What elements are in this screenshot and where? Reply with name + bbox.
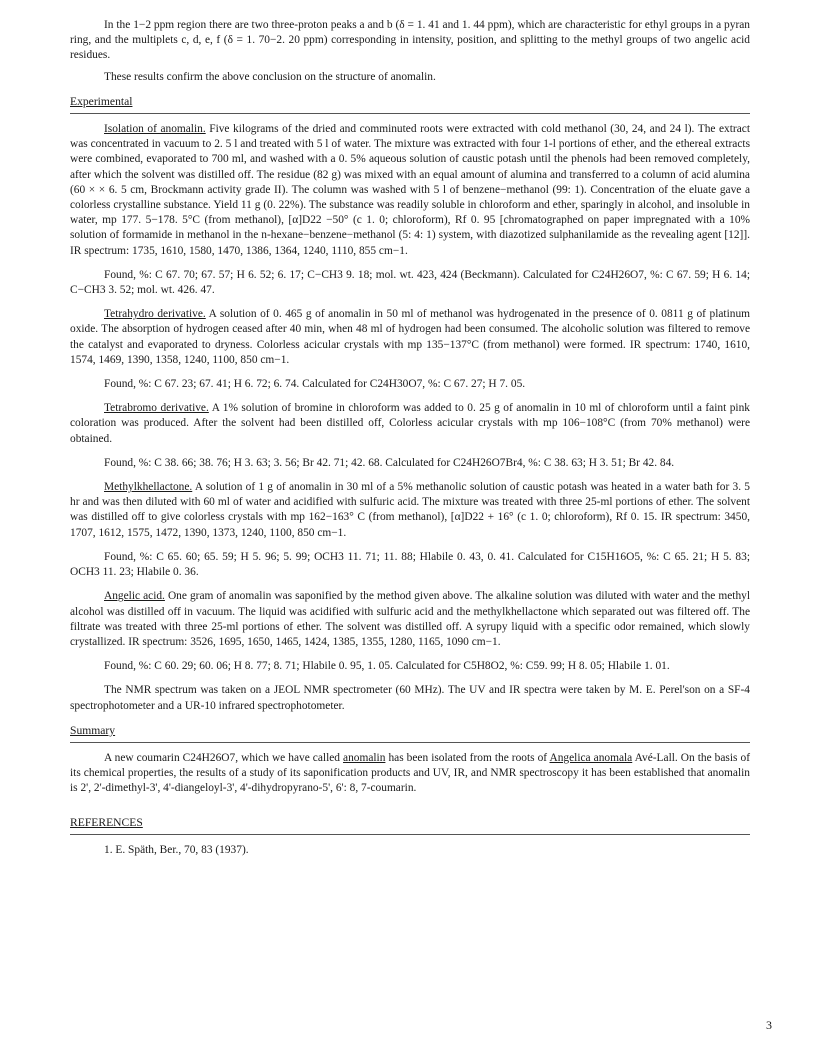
reference-item: 1. E. Späth, Ber., 70, 83 (1937). (104, 843, 249, 856)
references-heading: REFERENCES (70, 815, 143, 829)
isolation-paragraph (70, 122, 750, 259)
isolation-text: Five kilograms of the dried and comminuted roots were extracted with cold methanol (30, 24, and 24 l). The extract was concentrated in vacuum to 2. 5 l and treated with 5 l of water. The mixture was extracted with four 1-l portions of ether, and the ethereal extracts were combined, evaporated to 700 ml, and washed with a 0. 5% aqueous solution of caustic potash until the phenols had been removed completely, after which the solvent was distilled off. The residue (82 g) was mixed with an equal amount of alumina and transferred to a column of acid alumina (60 × × 6. 5 cm, Brockmann activity grade II). The column was washed with 5 l of benzene−methanol (99: 1). Concentration of the eluate gave a colorless crystalline substance. Yield 11 g (0. 22%). The substance was readily soluble in chloroform and ether, sparingly in alcohol, and insoluble in water, mp 177. 5−178. 5°C (from methanol), [α]D22 −50° (c 1. 0; chloroform), Rf 0. 95 [chromatographed on paper impregnated with a 10% solution of formamide in methanol in the n-hexane−benzene−methanol (5: 4: 1) system, with diazotized sulphanilamide as the revealing agent [12]]. IR spectrum: 1735, 1610, 1580, 1470, 1386, 1364, 1240, 1110, 855 cm−1. (70, 123, 750, 257)
summary-species: Angelica anomala (549, 751, 633, 764)
angelic-text: One gram of anomalin was saponified by the method given above. The alkaline solution was diluted with water and the methyl alcohol was distilled off in vacuum. The liquid was acidified with sulfuric acid and the methylkhellactone which separated out was filtered off. The filtrate was treated with three 25-ml portions of ether. The solvent was distilled off. A syrupy liquid with a specific odor remained, which slowly crystallized. IR spectrum: 3526, 1695, 1650, 1465, 1424, 1385, 1355, 1280, 1165, 1090 cm−1. (70, 590, 750, 648)
references-list (70, 843, 750, 858)
summary-text-1: A new coumarin C24H26O7, which we have called (104, 751, 344, 764)
angelic-title: Angelic acid. (104, 590, 165, 603)
summary-text-3: has been isolated from the roots of (385, 751, 550, 764)
tetrahydro-title: Tetrahydro derivative. (104, 308, 206, 321)
tetrabromo-found: Found, %: C 38. 66; 38. 76; H 3. 63; 3. 56; Br 42. 71; 42. 68. Calculated for C24H26O7Br4, %: C 38. 63; H 3. 51; Br 42. 84. (104, 456, 675, 469)
summary-text-5: Avé-Lall. On the basis of its chemical properties, the results of a study of its saponification products and UV, IR, and NMR spectroscopy it has been established that anomalin is 2', 2'-dimethyl-3', 4'-diangeloyl-3', 4'-dihydropyrano-5', 6': 8, 7-coumarin. (70, 751, 750, 795)
section-rule (70, 742, 750, 743)
paper-page (70, 18, 750, 858)
section-rule (70, 834, 750, 835)
methylkhellactone-title: Methylkhellactone. (104, 481, 193, 494)
page-number: 3 (766, 1018, 772, 1032)
methylkhellactone-paragraph (70, 480, 750, 541)
tetrabromo-text: A 1% solution of bromine in chloroform was added to 0. 25 g of anomalin in 10 ml of chloroform until a faint pink coloration was produced. After the solvent had been distilled off, Colorless acicular crystals with mp 106−108°C (from 70% methanol) were obtained. (70, 402, 750, 445)
tetrahydro-text: A solution of 0. 465 g of anomalin in 50 ml of methanol was hydrogenated in the presence of 0. 0811 g of platinum oxide. The absorption of hydrogen ceased after 40 min, when 48 ml of hydrogen had been consumed. The alcoholic solution was filtered to remove the catalyst and evaporated to dryness. Colorless acicular crystals with mp 135−137°C (from methanol) were formed. IR spectrum: 1740, 1610, 1574, 1469, 1390, 1358, 1240, 1100, 850 cm−1. (70, 308, 750, 366)
angelic-paragraph (70, 589, 750, 650)
angelic-found: Found, %: C 60. 29; 60. 06; H 8. 77; 8. 71; Hlabile 0. 95, 1. 05. Calculated for C5H8O2, %: C59. 99; H 8. 05; Hlabile 1. 01. (104, 660, 670, 673)
summary-anomalin: anomalin (343, 751, 386, 764)
intro-paragraph-1: In the 1−2 ppm region there are two three-proton peaks a and b (δ = 1. 41 and 1. 44 ppm), which are characteristic for ethyl groups in a pyran ring, and the multiplets c, d, e, f (δ = 1. 70−2. 20 ppm) corresponding in intensity, position, and splitting to the methyl groups of two angelic acid residues. (70, 19, 750, 62)
tetrahydro-paragraph (70, 307, 750, 368)
nmr-note: The NMR spectrum was taken on a JEOL NMR spectrometer (60 MHz). The UV and IR spectra were taken by M. E. Perel'son on a SF-4 spectrophotometer and a UR-10 infrared spectrophotometer. (70, 684, 750, 712)
isolation-title: Isolation of anomalin. (104, 123, 206, 136)
tetrahydro-found: Found, %: C 67. 23; 67. 41; H 6. 72; 6. 74. Calculated for C24H30O7, %: C 67. 27; H 7. 05. (104, 378, 526, 391)
intro-paragraph-2: These results confirm the above conclusion on the structure of anomalin. (104, 70, 436, 83)
summary-paragraph (70, 751, 750, 797)
tetrabromo-title: Tetrabromo derivative. (104, 402, 209, 415)
section-rule (70, 113, 750, 114)
methylkhellactone-text: A solution of 1 g of anomalin in 30 ml of a 5% methanolic solution of caustic potash was heated in a water bath for 3. 5 hr and was then diluted with 60 ml of water and acidified with sulfuric acid. The mixture was treated with three 25-ml portions of ether. The solvent was distilled off to give colorless crystals with mp 162−163° C (from methanol), [α]D22 + 16° (c 1. 0; chloroform), Rf 0. 15. IR spectrum: 3450, 1707, 1612, 1575, 1472, 1390, 1373, 1240, 1100, 850 cm−1. (70, 481, 750, 539)
isolation-found: Found, %: C 67. 70; 67. 57; H 6. 52; 6. 17; C−CH3 9. 18; mol. wt. 423, 424 (Beckmann). Calculated for C24H26O7, %: C 67. 59; H 6. 14; C−CH3 3. 52; mol. wt. 426. 47. (70, 268, 750, 297)
summary-heading: Summary (70, 723, 116, 737)
tetrabromo-paragraph (70, 401, 750, 447)
experimental-heading: Experimental (70, 94, 133, 108)
methylkhellactone-found: Found, %: C 65. 60; 65. 59; H 5. 96; 5. 99; OCH3 11. 71; 11. 88; Hlabile 0. 43, 0. 41. Calculated for C15H16O5, %: C 65. 21; H 5. 83; OCH3 11. 23; Hlabile 0. 36. (70, 550, 750, 579)
